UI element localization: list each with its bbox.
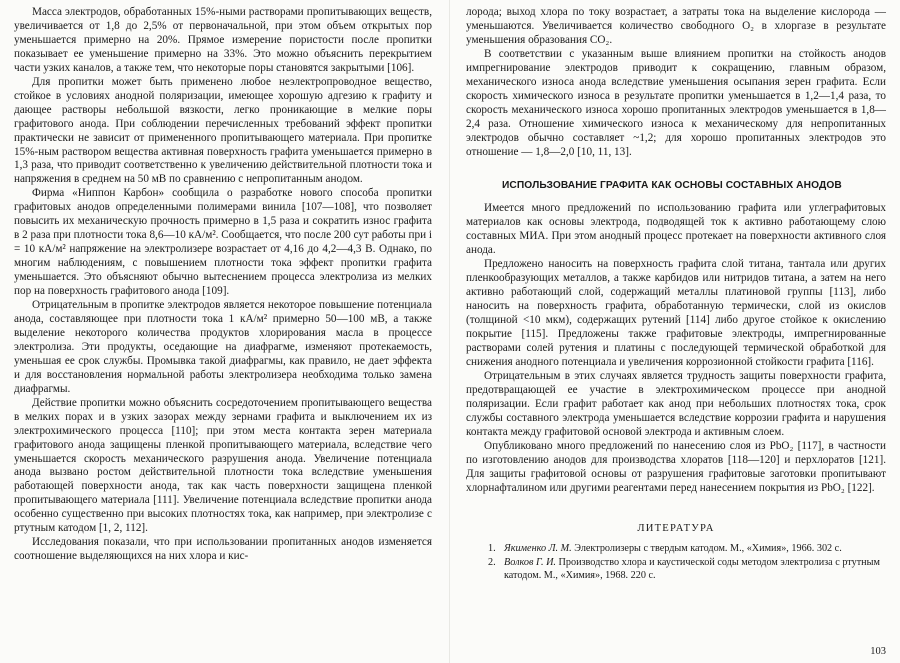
page-gutter [449,0,450,663]
paragraph: Отрицательным в этих случаях является трудность защиты поверхности графита, предотвращающей ее участие в электрохимическом процессе при анодной поляризации. Если графит работает как анод при небольших плотностях тока, срок службы составного электрода уменьшается вследствие коррозии графита и нарушения контакта между графитовой основой электрода и активным слоем. [466,369,886,438]
reference-number: 2. [488,557,496,569]
reference-author: Волков Г. И. [504,557,556,569]
reference-item [466,557,886,582]
reference-author: Якименко Л. М. [504,543,572,555]
paragraph: Действие пропитки можно объяснить сосредоточением пропитывающего вещества в мелких порах и в узких зазорах между зернами графита и выключением их из электрохимического процесса [110]; при этом места контакта зерен материала графитового анода защищены пленкой пропитывающего материала, вследствие чего уменьшается скорость механического разрушения анода. Увеличение потенциала анода вызвано ростом действительной плотности тока вследствие уменьшения работающей поверхности анода, так как часть поверхности защищена пленкой пропитывающего материала [111]. Увеличение потенциала вследствие пропитки анода особенно существенно при высоких плотностях тока, как например, при электролизе с ртутным катодом [1, 2, 112]. [14,396,432,535]
paragraph: Предложено наносить на поверхность графита слой титана, тантала или других пленкообразующих металлов, а также карбидов или нитридов титана, а затем на него активно работающий слой, содержащий металлы платиновой группы [113], либо наносить на поверхность графита, обработанную термически, слой из окислов (толщиной <10 мкм), содержащих рутений [114] либо другое стойкое к окислению покрытие [115]. Предложены также графитовые электроды, импрегнированные растворами солей рутения и платины с последующей термической обработкой для снижения анодного потенциала и увеличения коррозионной стойкости графита [116]. [466,258,886,368]
paragraph: Фирма «Ниппон Карбон» сообщила о разработке нового способа пропитки графитовых анодов определенными полимерами винила [107—108], что позволяет повысить их механическую прочность примерно в 1,5 раза и сократить износ графита в 2 раза при плотности тока 8,6—10 кА/м². Сообщается, что после 200 сут работы при i = 10 кА/м² напряжение на электролизере возрастает от 4,16 до 4,2—4,3 В. Однако, по многим наблюдениям, с повышением плотности тока эффект пропитки графита уменьшается. Это объясняют обычно вытеснением процесса электролиза из мелких пор на поверхность графитового анода [109]. [14,187,432,298]
section-heading: ИСПОЛЬЗОВАНИЕ ГРАФИТА КАК ОСНОВЫ СОСТАВНЫХ АНОДОВ [502,180,842,192]
paragraph: В соответствии с указанным выше влиянием пропитки на стойкость анодов импрегнирование электродов приводит к сокращению, главным образом, механического износа анода вследствие уменьшения осыпания зерен графита. Если скорость химического износа в результате пропитки уменьшается в 1,2—1,4 раза, то скорость механического износа хорошо пропитанных электродов уменьшается в 1,8—2,4 раза. Отношение химического износа к механическому для непропитанных электродов обычно составляет ~1,2; для хорошо пропитанных электродов это отношение — 1,8—2,0 [10, 11, 13]. [466,47,886,158]
paragraph: Масса электродов, обработанных 15%-ными растворами пропитывающих веществ, увеличивается от 1,8 до 2,5% от первоначальной, при этом объем открытых пор уменьшается примерно на 20%. Прямое измерение пористости после пропитки показывает ее уменьшение примерно на 33%. Это можно объяснить перекрытием части узких каналов, а также тем, что некоторые поры становятся закрытыми [106]. [14,6,432,74]
literature-heading: ЛИТЕРАТУРА [637,522,715,534]
paragraph: Имеется много предложений по использованию графита или углеграфитовых материалов как основы электрода, подводящей ток к активно работающему слою составных МИА. При этом анодный процесс протекает на поверхности активного слоя анода. [466,202,886,257]
paragraph: Отрицательным в пропитке электродов является некоторое повышение потенциала анода, составляющее при плотности тока 1 кА/м² примерно 50—100 мВ, а также выделение некоторого количества продуктов хлорирования масла в процессе электролиза. Эти продукты, оседающие на диафрагме, изменяют протекаемость, уменьшая ее срок службы. Промывка такой диафрагмы, как правило, не дает эффекта и для восстановления нормальной работы электролизера необходима только замена диафрагмы. [14,299,432,395]
right-column [466,6,886,583]
paragraph: лорода; выход хлора по току возрастает, а затраты тока на выделение кислорода — уменьшаются. Увеличивается количество свободного O₂ в хлоргазе в результате уменьшения образования CO₂. [466,6,886,46]
paragraph: Для пропитки может быть применено любое неэлектропроводное вещество, стойкое в условиях анодной поляризации, имеющее хорошую адгезию к графиту и дающее растворы небольшой вязкости, легко проникающие в мелкие поры графитового анода. При соблюдении перечисленных требований эффект пропитки практически не зависит от примененного пропитывающего материала. При пропитке 15%-ным раствором вещества активная поверхность графита уменьшается примерно в 1,3 раза, что приводит соответственно к увеличению действительной плотности тока и напряжения в среднем на 50 мВ по сравнению с непропитанным анодом. [14,75,432,186]
page-number: 103 [870,646,886,657]
reference-text: Производство хлора и каустической соды методом электролиза с ртутным катодом. М., «Химия», 1968. 220 с. [504,557,880,581]
paragraph: Исследования показали, что при использовании пропитанных анодов изменяется соотношение выделяющихся на них хлора и кис- [14,536,432,563]
left-column [14,6,432,564]
reference-number: 1. [488,543,496,555]
reference-list [466,543,886,582]
reference-text: Электролизеры с твердым катодом. М., «Химия», 1966. 302 с. [571,543,842,555]
paragraph: Опубликовано много предложений по нанесению слоя из PbO₂ [117], в частности по изготовлению анодов для производства хлоратов [118—120] и перхлоратов [121]. Для защиты графитовой основы от разрушения графитовые заготовки пропитывают хлорнафталином или другими реагентами перед нанесением покрытия из PbO₂ [122]. [466,439,886,494]
reference-item [466,543,886,556]
